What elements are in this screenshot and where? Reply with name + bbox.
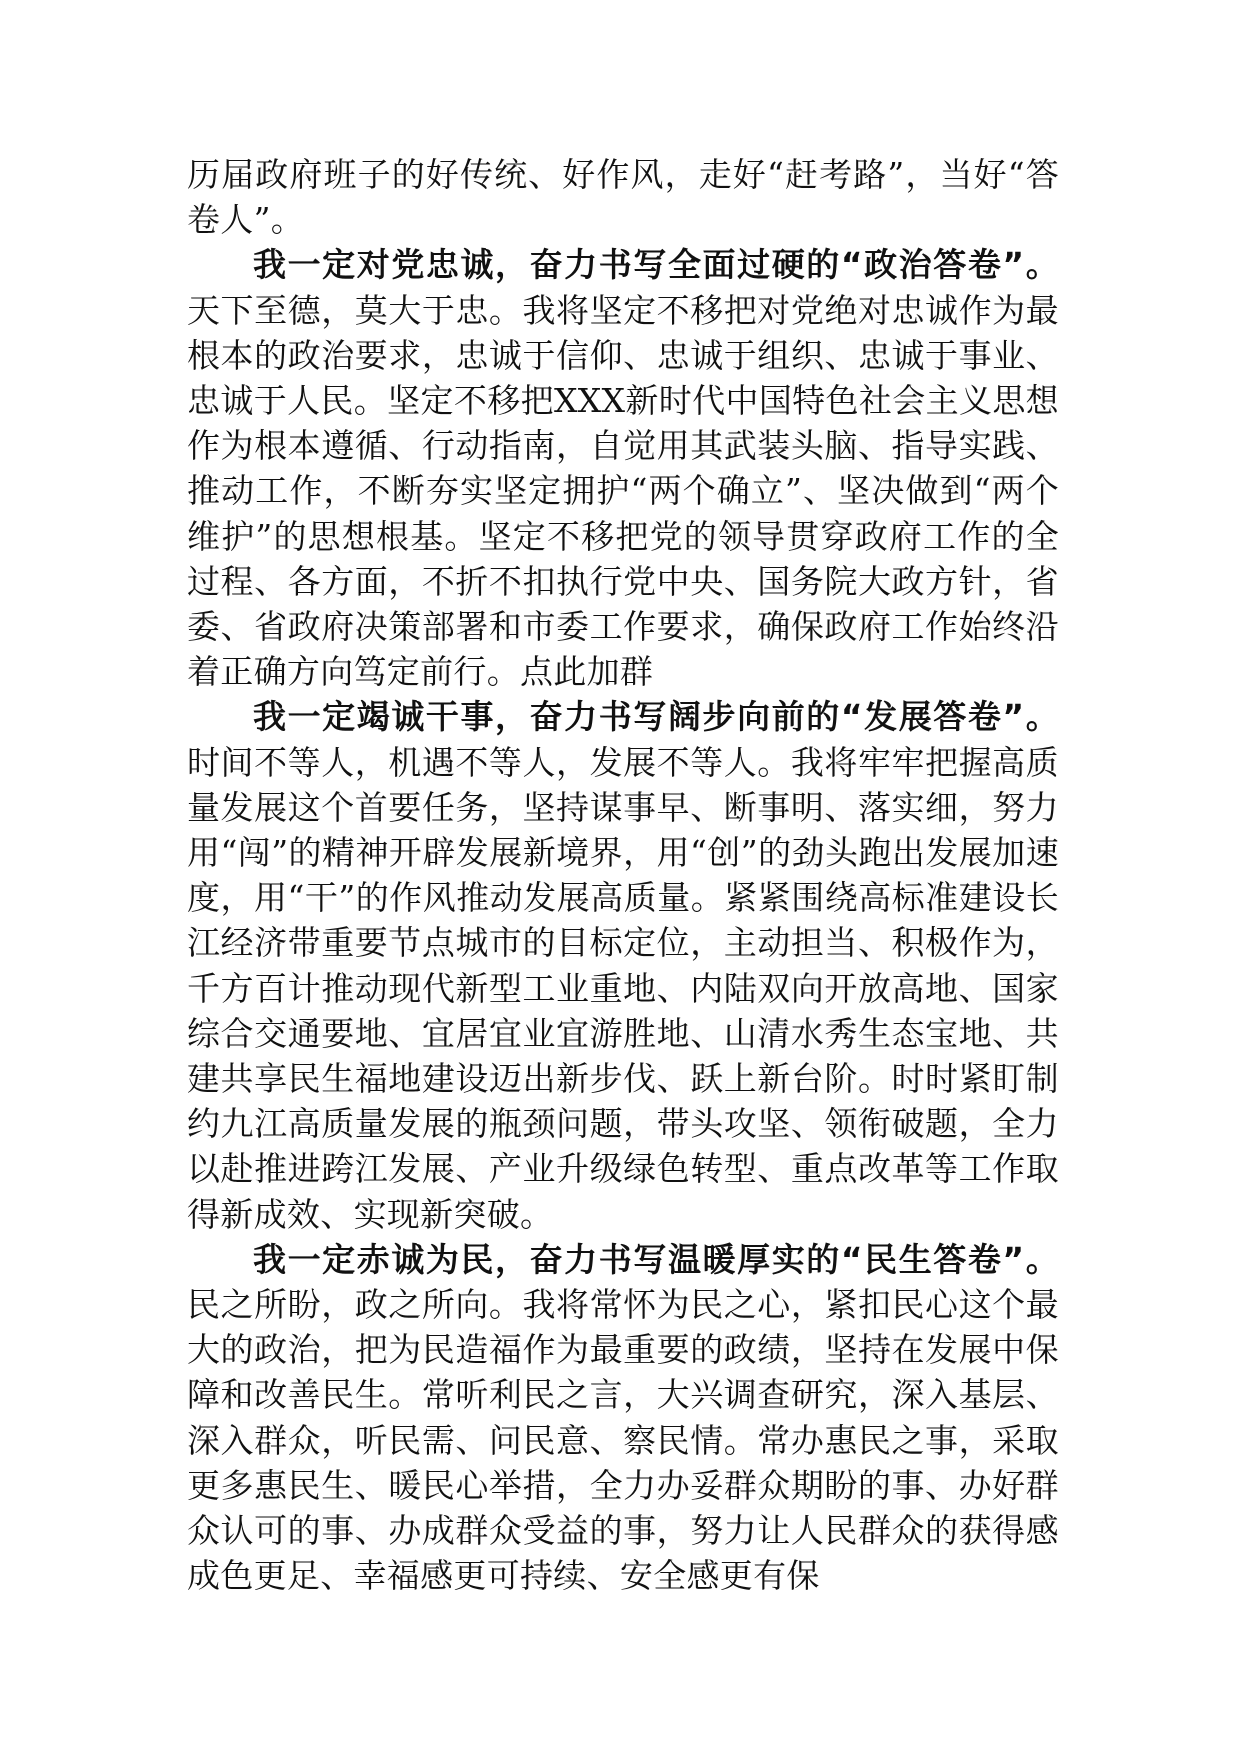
paragraph-livelihood (187, 1237, 1059, 1599)
paragraph-lead: 我一定对党忠诚，奋力书写全面过硬的“政治答卷”。 (253, 245, 1059, 285)
paragraph-body: 时间不等人，机遇不等人，发展不等人。我将牢牢把握高质量发展这个首要任务，坚持谋事早、断事明、落实细，努力用“闯”的精神开辟发展新境界，用“创”的劲头跑出发展加速度，用“干”的作风推动发展高质量。紧紧围绕高标准建设长江经济带重要节点城市的目标定位，主动担当、积极作为，千方百计推动现代新型工业重地、内陆双向开放高地、国家综合交通要地、宜居宜业宜游胜地、山清水秀生态宝地、共建共享民生福地建设迈出新步伐、跃上新台阶。时时紧盯制约九江高质量发展的瓶颈问题，带头攻坚、领衔破题，全力以赴推进跨江发展、产业升级绿色转型、重点改革等工作取得新成效、实现新突破。 (187, 742, 1059, 1234)
paragraph-lead: 我一定赤诚为民，奋力书写温暖厚实的“民生答卷”。 (253, 1239, 1059, 1279)
paragraph-development (187, 694, 1059, 1236)
document-page (187, 152, 1059, 1599)
paragraph-body: 天下至德，莫大于忠。我将坚定不移把对党绝对忠诚作为最根本的政治要求，忠诚于信仰、忠诚于组织、忠诚于事业、忠诚于人民。坚定不移把XXX新时代中国特色社会主义思想作为根本遵循、行动指南，自觉用其武装头脑、指导实践、推动工作，不断夯实坚定拥护“两个确立”、坚决做到“两个维护”的思想根基。坚定不移把党的领导贯穿政府工作的全过程、各方面，不折不扣执行党中央、国务院大政方针，省委、省政府决策部署和市委工作要求，确保政府工作始终沿着正确方向笃定前行。点此加群 (187, 290, 1059, 692)
paragraph-lead: 我一定竭诚干事，奋力书写阔步向前的“发展答卷”。 (253, 697, 1059, 737)
paragraph-body: 民之所盼，政之所向。我将常怀为民之心，紧扣民心这个最大的政治，把为民造福作为最重要的政绩，坚持在发展中保障和改善民生。常听利民之言，大兴调查研究，深入基层、深入群众，听民需、问民意、察民情。常办惠民之事，采取更多惠民生、暖民心举措，全力办妥群众期盼的事、办好群众认可的事、办成群众受益的事，努力让人民群众的获得感成色更足、幸福感更可持续、安全感更有保 (187, 1285, 1059, 1596)
paragraph-body: 历届政府班子的好传统、好作风，走好“赶考路”，当好“答卷人”。 (187, 155, 1059, 240)
paragraph-intro (187, 152, 1059, 242)
paragraph-political (187, 242, 1059, 694)
